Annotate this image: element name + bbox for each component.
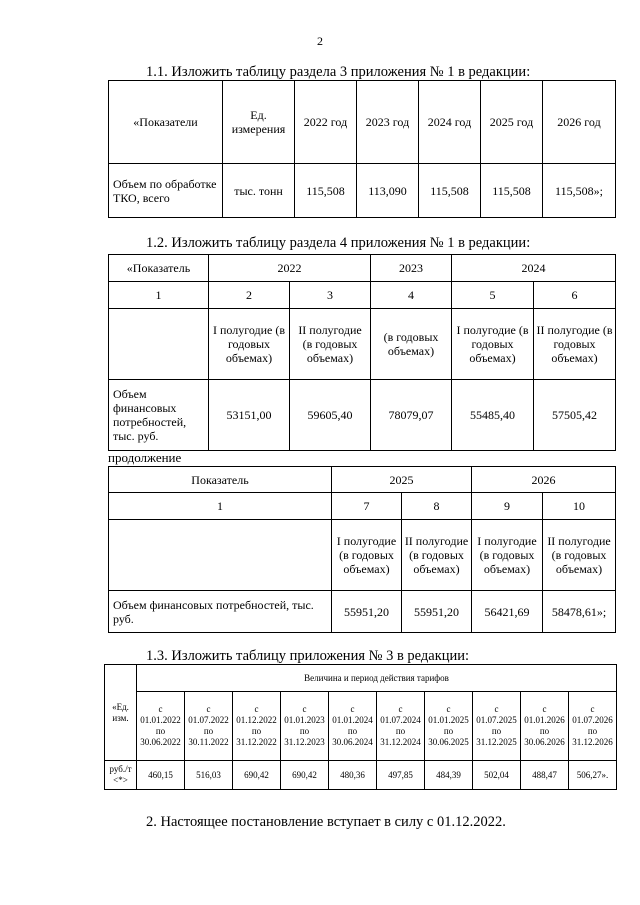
table-header-row: [109, 467, 616, 493]
header-cell: 2026 год: [543, 81, 616, 164]
year-cell: 2026: [472, 467, 616, 493]
period-cell: I полугодие (в годовых объемах): [472, 520, 543, 591]
number-cell: 4: [371, 282, 452, 309]
table-row: [109, 591, 616, 633]
number-cell: 8: [402, 493, 472, 520]
header-cell: «Показатель: [109, 255, 209, 282]
value-cell: 59605,40: [290, 380, 371, 451]
value-cell: 55951,20: [402, 591, 472, 633]
period-cell: (в годовых объемах): [371, 309, 452, 380]
value-cell: 115,508: [481, 164, 543, 218]
table-period-row: [109, 520, 616, 591]
value-cell: 506,27».: [569, 761, 617, 790]
table-section-4-continued: [108, 466, 616, 633]
final-clause: 2. Настоящее постановление вступает в силу с 01.12.2022.: [146, 814, 506, 830]
table-section-3: [108, 80, 616, 218]
value-cell: 484,39: [425, 761, 473, 790]
empty-cell: [109, 520, 332, 591]
row-label: Объем финансовых потребностей, тыс. руб.: [109, 591, 332, 633]
value-cell: 56421,69: [472, 591, 543, 633]
table-number-row: [109, 493, 616, 520]
section-1-1-heading: 1.1. Изложить таблицу раздела 3 приложения № 1 в редакции:: [146, 64, 531, 80]
period-cell: II полугодие (в годовых объемах): [534, 309, 616, 380]
period-cell: с 01.12.2022 по 31.12.2022: [233, 692, 281, 761]
period-cell: II полугодие (в годовых объемах): [290, 309, 371, 380]
value-cell: 115,508: [295, 164, 357, 218]
value-cell: 115,508»;: [543, 164, 616, 218]
value-cell: 57505,42: [534, 380, 616, 451]
number-cell: 3: [290, 282, 371, 309]
table-appendix-3: [104, 664, 617, 790]
period-cell: с 01.01.2023 по 31.12.2023: [281, 692, 329, 761]
value-cell: 55485,40: [452, 380, 534, 451]
page-number: 2: [317, 34, 323, 48]
year-cell: 2022: [209, 255, 371, 282]
table-header-row: [105, 665, 617, 692]
table-row: [109, 164, 616, 218]
value-cell: 502,04: [473, 761, 521, 790]
table-row: [105, 761, 617, 790]
value-cell: 460,15: [137, 761, 185, 790]
period-cell: с 01.07.2024 по 31.12.2024: [377, 692, 425, 761]
value-cell: 488,47: [521, 761, 569, 790]
number-cell: 6: [534, 282, 616, 309]
period-cell: II полугодие (в годовых объемах): [543, 520, 616, 591]
number-cell: 1: [109, 282, 209, 309]
value-cell: 690,42: [233, 761, 281, 790]
unit-header: «Ед. изм.: [105, 665, 137, 761]
value-cell: 115,508: [419, 164, 481, 218]
value-cell: 497,85: [377, 761, 425, 790]
period-cell: II полугодие (в годовых объемах): [402, 520, 472, 591]
value-cell: 113,090: [357, 164, 419, 218]
number-cell: 1: [109, 493, 332, 520]
year-cell: 2023: [371, 255, 452, 282]
header-cell: Ед. измерения: [223, 81, 295, 164]
row-label: Объем по обработке ТКО, всего: [109, 164, 223, 218]
span-header: Величина и период действия тарифов: [137, 665, 617, 692]
period-cell: с 01.07.2022 по 30.11.2022: [185, 692, 233, 761]
period-cell: I полугодие (в годовых объемах): [332, 520, 402, 591]
number-cell: 10: [543, 493, 616, 520]
period-cell: с 01.01.2026 по 30.06.2026: [521, 692, 569, 761]
year-cell: 2024: [452, 255, 616, 282]
period-cell: I полугодие (в годовых объемах): [452, 309, 534, 380]
value-cell: 516,03: [185, 761, 233, 790]
header-cell: Показатель: [109, 467, 332, 493]
value-cell: 58478,61»;: [543, 591, 616, 633]
value-cell: 55951,20: [332, 591, 402, 633]
value-cell: 690,42: [281, 761, 329, 790]
table-header-row: [109, 81, 616, 164]
unit-cell: тыс. тонн: [223, 164, 295, 218]
header-cell: 2024 год: [419, 81, 481, 164]
period-cell: I полугодие (в годовых объемах): [209, 309, 290, 380]
period-cell: с 01.07.2025 по 31.12.2025: [473, 692, 521, 761]
value-cell: 480,36: [329, 761, 377, 790]
number-cell: 7: [332, 493, 402, 520]
unit-cell: руб./т <*>: [105, 761, 137, 790]
period-cell: с 01.01.2025 по 30.06.2025: [425, 692, 473, 761]
value-cell: 53151,00: [209, 380, 290, 451]
number-cell: 2: [209, 282, 290, 309]
table-header-row: [109, 255, 616, 282]
period-cell: с 01.07.2026 по 31.12.2026: [569, 692, 617, 761]
empty-cell: [109, 309, 209, 380]
year-cell: 2025: [332, 467, 472, 493]
header-cell: 2022 год: [295, 81, 357, 164]
number-cell: 9: [472, 493, 543, 520]
section-1-3-heading: 1.3. Изложить таблицу приложения № 3 в редакции:: [146, 648, 470, 664]
row-label: Объем финансовых потребностей, тыс. руб.: [109, 380, 209, 451]
table-number-row: [109, 282, 616, 309]
section-1-2-heading: 1.2. Изложить таблицу раздела 4 приложения № 1 в редакции:: [146, 235, 531, 251]
table-period-row: [105, 692, 617, 761]
header-cell: 2023 год: [357, 81, 419, 164]
number-cell: 5: [452, 282, 534, 309]
period-cell: с 01.01.2024 по 30.06.2024: [329, 692, 377, 761]
table-row: [109, 380, 616, 451]
continuation-label: продолжение: [108, 450, 182, 465]
period-cell: с 01.01.2022 по 30.06.2022: [137, 692, 185, 761]
header-cell: «Показатели: [109, 81, 223, 164]
table-period-row: [109, 309, 616, 380]
header-cell: 2025 год: [481, 81, 543, 164]
table-section-4: [108, 254, 616, 451]
value-cell: 78079,07: [371, 380, 452, 451]
